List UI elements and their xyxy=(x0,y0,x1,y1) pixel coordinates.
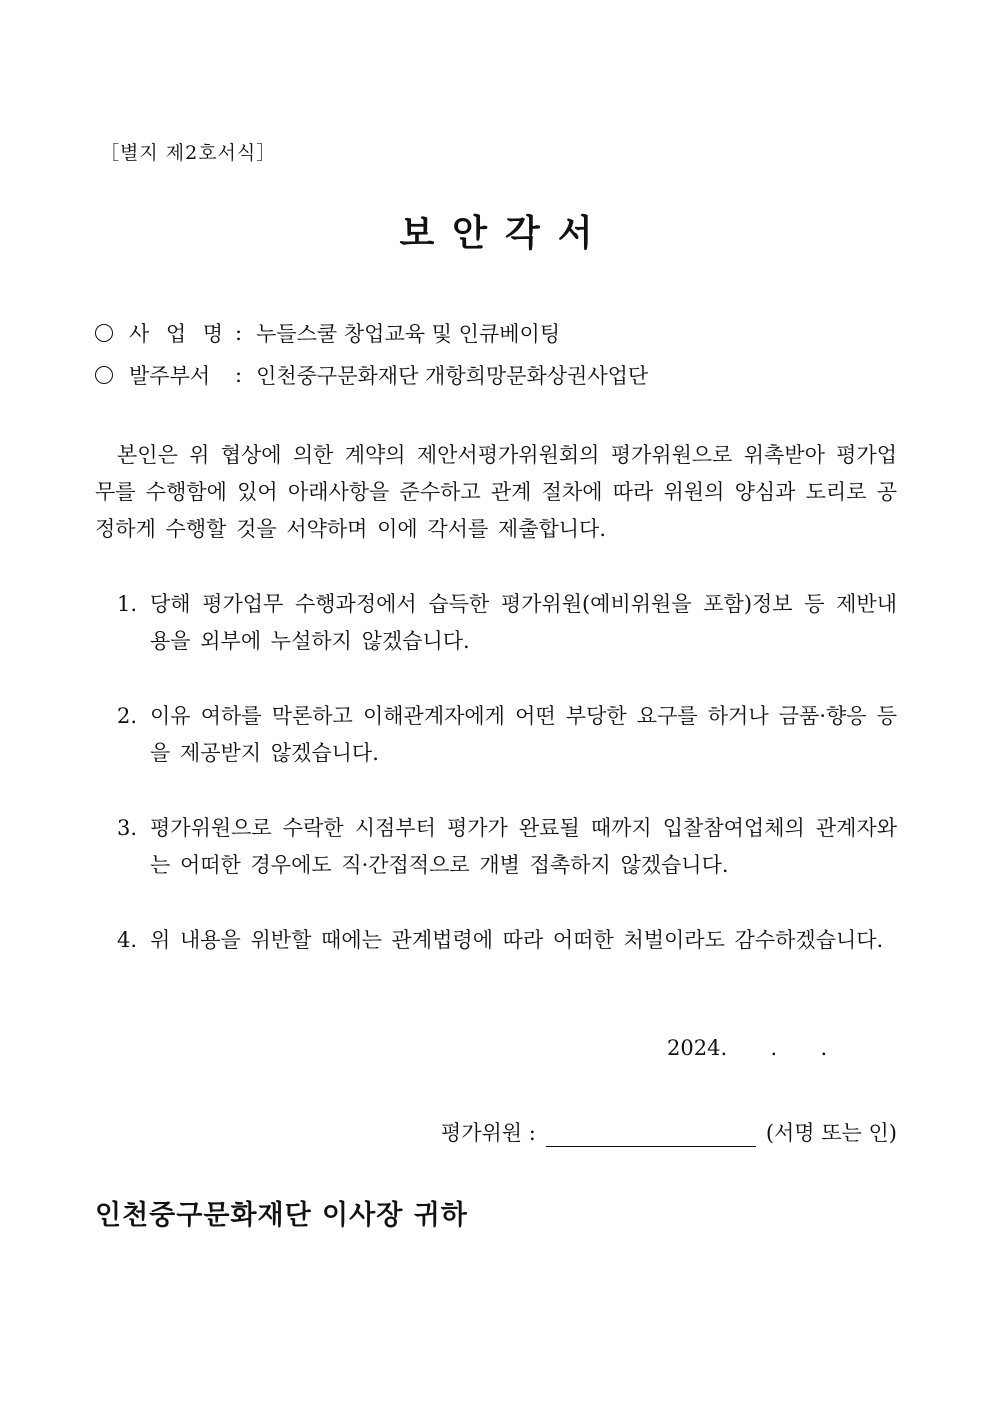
circle-bullet-icon xyxy=(95,366,113,384)
signature-line[interactable] xyxy=(546,1122,756,1147)
item-number: 1. xyxy=(117,592,138,616)
item-text: 위 내용을 위반할 때에는 관계법령에 따라 어떠한 처벌이라도 감수하겠습니다. xyxy=(150,928,884,952)
date-month-separator: . xyxy=(770,1036,778,1060)
date-year: 2024. xyxy=(667,1036,728,1060)
item-number: 4. xyxy=(117,928,138,952)
pledge-item xyxy=(117,810,897,884)
info-separator: : xyxy=(235,321,243,345)
info-label: 발주부서 xyxy=(129,364,211,388)
pledge-paragraph: 본인은 위 협상에 의한 계약의 제안서평가위원회의 평가위원으로 위촉받아 평가업무를 수행함에 있어 아래사항을 준수하고 관계 절차에 따라 위원의 양심과 도리로 공정하게 수행할 것을 서약하며 이에 각서를 제출합니다. xyxy=(95,443,897,541)
pledge-item xyxy=(117,698,897,772)
date-day-separator: . xyxy=(820,1036,828,1060)
signature-note: (서명 또는 인) xyxy=(765,1121,897,1145)
signer-label: 평가위원 : xyxy=(440,1121,536,1145)
form-label: ［별지 제2호서식］ xyxy=(100,142,277,164)
signature-row xyxy=(441,1117,897,1147)
item-number: 2. xyxy=(117,704,138,728)
info-value: 인천중구문화재단 개항희망문화상권사업단 xyxy=(256,364,649,388)
info-row-project xyxy=(95,318,560,348)
item-text: 평가위원으로 수락한 시점부터 평가가 완료될 때까지 입찰참여업체의 관계자와는 어떠한 경우에도 직·간접적으로 개별 접촉하지 않겠습니다. xyxy=(150,816,897,877)
info-separator: : xyxy=(235,363,243,387)
item-text: 당해 평가업무 수행과정에서 습득한 평가위원(예비위원을 포함)정보 등 제반내용을 외부에 누설하지 않겠습니다. xyxy=(150,592,897,653)
item-text: 이유 여하를 막론하고 이해관계자에게 어떤 부당한 요구를 하거나 금품·향응 등을 제공받지 않겠습니다. xyxy=(150,704,897,765)
pledge-item xyxy=(117,922,897,959)
document-title: 보안각서 xyxy=(399,213,611,254)
circle-bullet-icon xyxy=(95,324,113,342)
item-number: 3. xyxy=(117,816,138,840)
pledge-item xyxy=(117,586,897,660)
info-row-department xyxy=(95,360,648,390)
info-value: 누들스쿨 창업교육 및 인큐베이팅 xyxy=(256,322,561,346)
info-label: 사 업 명 xyxy=(129,322,223,346)
date-line xyxy=(667,1036,827,1060)
addressee: 인천중구문화재단 이사장 귀하 xyxy=(95,1200,468,1231)
